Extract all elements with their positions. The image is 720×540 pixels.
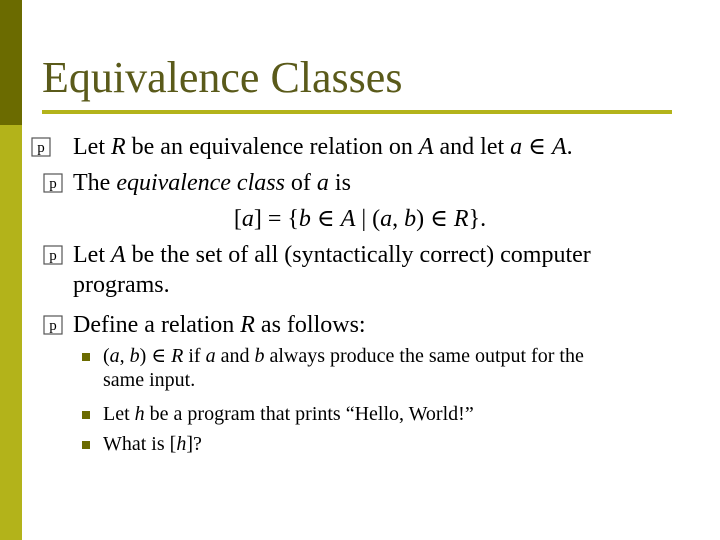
sub-bullet-text-line: same input. bbox=[103, 369, 196, 391]
square-bullet-icon bbox=[82, 441, 90, 449]
sidebar-dark-band bbox=[0, 0, 22, 125]
equivalence-class-formula: [a] = {b ∈ A | (a, b) ∈ R}. bbox=[233, 206, 487, 232]
bullet-text-line: programs. bbox=[73, 272, 170, 298]
bullet-text: Let R be an equivalence relation on A and let a ∈ A. bbox=[73, 134, 573, 160]
slide-title: Equivalence Classes bbox=[42, 53, 403, 102]
bullet-text-line: Let A be the set of all (syntactically correct) computer bbox=[73, 242, 591, 268]
svg-text:p: p bbox=[49, 248, 57, 264]
svg-text:p: p bbox=[49, 176, 57, 192]
box-p-icon bbox=[43, 245, 63, 265]
box-p-icon bbox=[43, 315, 63, 335]
svg-text:p: p bbox=[37, 140, 45, 156]
bullet-text: The equivalence class of a is bbox=[73, 170, 351, 196]
sidebar-light-band bbox=[0, 125, 22, 540]
box-p-icon bbox=[43, 173, 63, 193]
square-bullet-icon bbox=[82, 353, 90, 361]
title-underline bbox=[42, 110, 672, 114]
box-p-icon bbox=[31, 137, 51, 157]
bullet-text-line: Define a relation R as follows: bbox=[73, 312, 366, 338]
square-bullet-icon bbox=[82, 411, 90, 419]
sub-bullet-text-line: (a, b) ∈ R if a and b always produce the same output for the bbox=[103, 345, 584, 367]
sub-bullet-text-line: What is [h]? bbox=[103, 433, 202, 455]
sub-bullet-text-line: Let h be a program that prints “Hello, World!” bbox=[103, 403, 474, 425]
svg-text:p: p bbox=[49, 318, 57, 334]
